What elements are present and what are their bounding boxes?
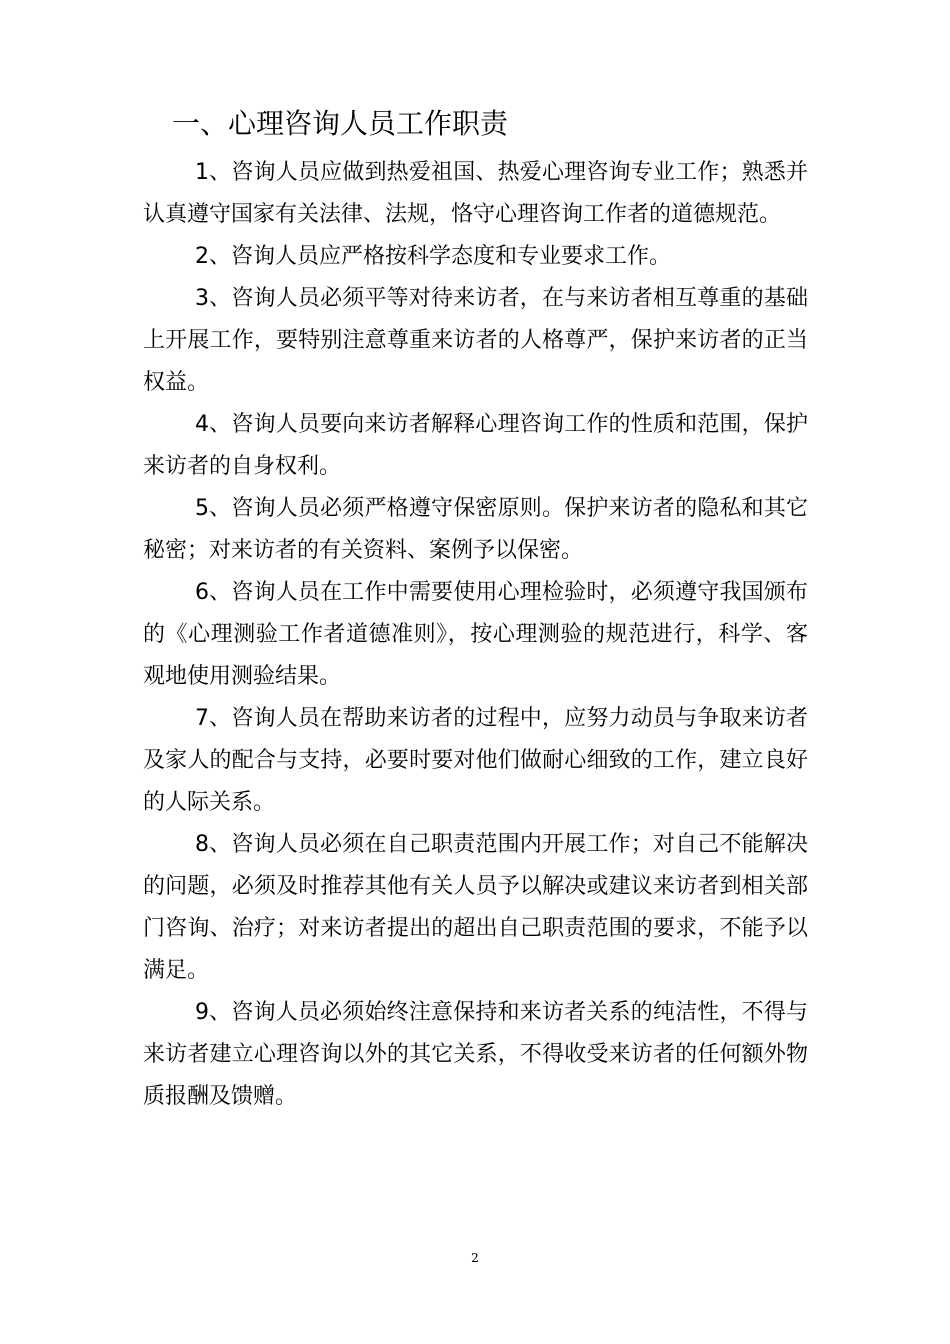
paragraph-4: 4、咨询人员要向来访者解释心理咨询工作的性质和范围，保护来访者的自身权利。 [143,412,808,479]
paragraph-3: 3、咨询人员必须平等对待来访者，在与来访者相互尊重的基础上开展工作，要特别注意尊重来访者的人格尊严，保护来访者的正当权益。 [143,286,808,395]
paragraph-9: 9、咨询人员必须始终注意保持和来访者关系的纯洁性，不得与来访者建立心理咨询以外的其它关系，不得收受来访者的任何额外物质报酬及馈赠。 [143,1000,808,1109]
body-text [143,152,808,1118]
paragraph-6: 6、咨询人员在工作中需要使用心理检验时，必须遵守我国颁布的《心理测验工作者道德准则》，按心理测验的规范进行，科学、客观地使用测验结果。 [143,580,808,689]
paragraph-5: 5、咨询人员必须严格遵守保密原则。保护来访者的隐私和其它秘密；对来访者的有关资料、案例予以保密。 [143,496,808,563]
paragraph-2: 2、咨询人员应严格按科学态度和专业要求工作。 [195,244,671,269]
paragraph-1: 1、咨询人员应做到热爱祖国、热爱心理咨询专业工作；熟悉并认真遵守国家有关法律、法规，恪守心理咨询工作者的道德规范。 [143,160,808,227]
page-number: 2 [471,1251,479,1265]
paragraph-8: 8、咨询人员必须在自己职责范围内开展工作；对自己不能解决的问题，必须及时推荐其他有关人员予以解决或建议来访者到相关部门咨询、治疗；对来访者提出的超出自己职责范围的要求，不能予以满足。 [143,832,808,983]
paragraph-7: 7、咨询人员在帮助来访者的过程中，应努力动员与争取来访者及家人的配合与支持，必要时要对他们做耐心细致的工作，建立良好的人际关系。 [143,706,808,815]
section-heading: 一、心理咨询人员工作职责 [172,107,509,140]
